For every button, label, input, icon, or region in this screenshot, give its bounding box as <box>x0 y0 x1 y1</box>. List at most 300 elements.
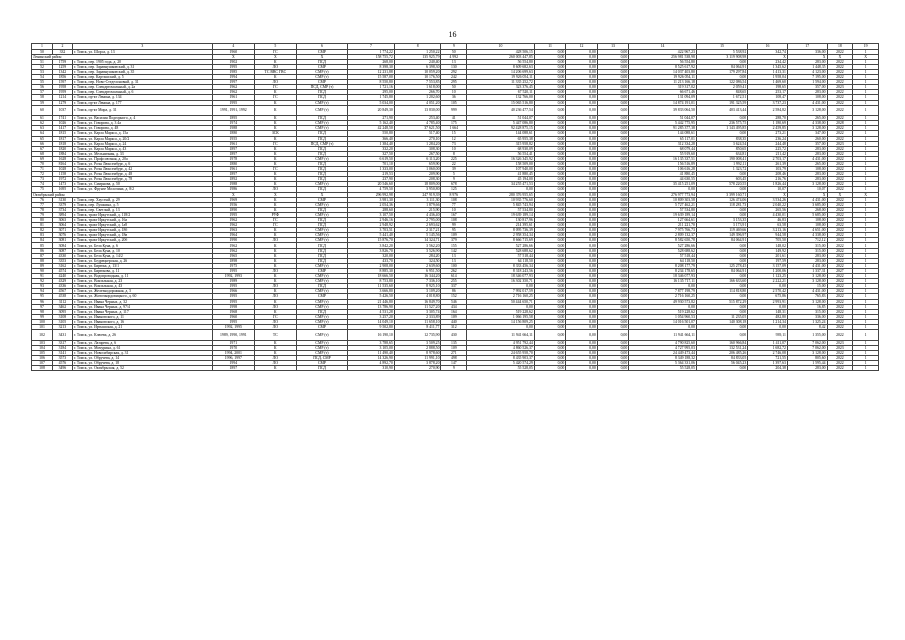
table-cell: 253,40 <box>394 116 441 121</box>
column-number: 3 <box>72 44 212 50</box>
table-cell: 0,00 <box>597 324 628 329</box>
table-cell: 1 <box>853 238 879 243</box>
table-cell: 603,45 <box>696 177 747 182</box>
column-number: 15 <box>696 44 747 50</box>
table-cell: 1 <box>853 202 879 207</box>
table-cell: 41 880,45 <box>629 172 697 177</box>
table-cell: 0,00 <box>696 116 747 121</box>
table-cell: 0,00 <box>696 75 747 80</box>
table-cell: СМР (т) <box>296 299 347 304</box>
table-cell: 1820 <box>53 146 73 151</box>
table-cell: К <box>254 258 296 263</box>
table-cell: 284,20 <box>394 253 441 258</box>
table-cell: 2022 <box>827 263 853 268</box>
table-cell: К <box>254 289 296 294</box>
table-cell: г. Томск, пер. Спецартомольный, д. 6 <box>72 90 212 95</box>
table-cell: 2022 <box>827 279 853 284</box>
table-cell: 108,00 <box>787 223 827 228</box>
table-cell: 1962 <box>212 85 254 90</box>
table-cell: 0,00 <box>597 366 628 371</box>
table-cell: 2023 <box>827 85 853 90</box>
subtotal-cell: 280 376 955,65 <box>467 192 535 197</box>
table-cell: г. Томск, пер. Лушкина, д. 5 <box>72 202 212 207</box>
table-cell: 1 <box>853 151 879 156</box>
table-cell: 152 <box>441 294 467 299</box>
table-cell: 5 420 574,29 <box>467 360 535 365</box>
table-cell: г. Томск, ул. Лазарева, д. 6 <box>72 340 212 345</box>
table-cell: 0,00 <box>566 161 597 166</box>
table-cell: 71 <box>32 167 53 172</box>
table-cell: г. Томск, ул. Карла Маркса, д. 20/2 <box>72 136 212 141</box>
table-cell: 319 317,02 <box>629 85 697 90</box>
table-cell: 2022 <box>827 228 853 233</box>
table-cell: 1892 <box>212 177 254 182</box>
table-cell: 3894 <box>53 212 73 217</box>
table-cell: 1 <box>853 330 879 341</box>
table-cell: 270,10 <box>394 136 441 141</box>
table-cell: 1995 <box>212 294 254 299</box>
table-cell: 268,00 <box>348 59 395 64</box>
table-cell: 0,00 <box>597 131 628 136</box>
table-cell: К <box>254 126 296 131</box>
table-cell: 3 128,00 <box>787 350 827 355</box>
subtotal-cell: 296 992,98 <box>348 192 395 197</box>
table-cell: 0,00 <box>566 299 597 304</box>
table-cell: 1417 <box>53 126 73 131</box>
table-cell: 0,00 <box>566 90 597 95</box>
table-cell: 1 <box>853 182 879 187</box>
table-cell: 46,83 <box>748 218 788 223</box>
table-cell: 1 <box>853 95 879 100</box>
table-cell: 3213 <box>53 324 73 329</box>
table-cell: 208,30 <box>394 177 441 182</box>
table-cell: 2022 <box>827 156 853 161</box>
table-cell: 2022 <box>827 90 853 95</box>
table-cell: 51 <box>32 59 53 64</box>
table-cell: 8 318 243,56 <box>467 268 535 273</box>
table-cell: К <box>254 309 296 314</box>
table-cell: 18 809,00 <box>394 182 441 187</box>
table-cell: 0,00 <box>597 85 628 90</box>
table-cell: 4 727 995,03 <box>629 345 697 350</box>
table-cell: 3496 <box>53 366 73 371</box>
table-cell: 66 <box>32 141 53 146</box>
table-cell: 10 176,50 <box>394 75 441 80</box>
table-cell: 0,00 <box>566 105 597 116</box>
table-cell: 1991, 1991, 1992 <box>212 105 254 116</box>
table-cell: 1962 <box>212 243 254 248</box>
table-cell: 2022 <box>827 202 853 207</box>
table-cell: 5 442 775,95 <box>629 121 697 126</box>
table-cell: 0,00 <box>597 136 628 141</box>
table-cell: 1966 <box>212 289 254 294</box>
table-cell: СМР (т) <box>296 289 347 294</box>
table-cell: 0,00 <box>534 151 565 156</box>
table-cell: 65 955,38 <box>467 136 535 141</box>
subtotal-cell: 260 003 447,85 <box>467 54 535 59</box>
table-cell: 8 978,60 <box>394 350 441 355</box>
table-cell: 2022 <box>827 131 853 136</box>
table-cell: К <box>254 345 296 350</box>
table-cell: 1 <box>853 146 879 151</box>
table-cell: 1 397,63 <box>748 360 788 365</box>
table-cell: 87 <box>32 253 53 258</box>
table-cell: 1890 <box>212 207 254 212</box>
table-cell: 1 <box>853 161 879 166</box>
table-cell: 92 <box>32 279 53 284</box>
table-cell: 45 194,00 <box>467 177 535 182</box>
table-cell: 1 <box>853 207 879 212</box>
table-cell: ТС <box>254 330 296 341</box>
table-cell: 2023 <box>827 345 853 350</box>
table-cell: 1961 <box>212 141 254 146</box>
table-cell: 216,76 <box>748 177 788 182</box>
table-cell: 50 <box>32 49 53 54</box>
table-cell: 1 060,00 <box>394 167 441 172</box>
table-cell: 144 088,61 <box>467 131 535 136</box>
table-cell: 701,10 <box>348 161 395 166</box>
table-cell: 2022 <box>827 294 853 299</box>
table-cell: 1 <box>853 85 879 90</box>
table-cell: 4 860 526,37 <box>467 345 535 350</box>
table-cell: СМР (т) <box>296 340 347 345</box>
table-cell: 214 395,61 <box>467 223 535 228</box>
subtotal-cell: 0,00 <box>566 54 597 59</box>
table-cell: 2022 <box>827 80 853 85</box>
table-cell: 0,00 <box>534 340 565 345</box>
table-cell: 8 666 715,69 <box>467 238 535 243</box>
table-cell: 1964 <box>212 233 254 238</box>
table-cell: ПСД <box>296 177 347 182</box>
table-cell: ПСД <box>296 172 347 177</box>
table-cell: г. Томск, ул. Бирюка, д. 13/1 <box>72 263 212 268</box>
table-cell: 6 113,20 <box>394 156 441 161</box>
table-cell: ЛО <box>254 355 296 360</box>
subtotal-cell: X <box>212 192 254 197</box>
table-cell: 288,70 <box>748 116 788 121</box>
table-cell: 0,00 <box>566 238 597 243</box>
table-cell: 1 <box>853 105 879 116</box>
table-cell: 64 118,50 <box>629 258 697 263</box>
table-cell: 1995 <box>212 284 254 289</box>
table-cell: 528 688,62 <box>467 248 535 253</box>
table-cell: 2 703,17 <box>748 156 788 161</box>
table-cell: 131 094,09 <box>629 95 697 100</box>
table-cell: 1 <box>853 80 879 85</box>
table-cell: 16 849,70 <box>394 299 441 304</box>
table-cell: ГС <box>254 218 296 223</box>
table-cell: 265,56 <box>748 207 788 212</box>
table-cell: 11 991,10 <box>394 355 441 360</box>
table-cell: 3 624,54 <box>696 141 747 146</box>
table-cell: 705,50 <box>748 238 788 243</box>
table-cell: 0,00 <box>597 105 628 116</box>
table-cell: 1972 <box>53 177 73 182</box>
district-name: Ленинский район <box>32 54 213 59</box>
table-cell: 50 <box>441 85 467 90</box>
table-cell: 0,00 <box>534 100 565 105</box>
table-cell: 6 398,30 <box>394 64 441 69</box>
table-cell: 1961 <box>212 95 254 100</box>
table-cell: 1959 <box>53 90 73 95</box>
table-cell: 0,00 <box>597 167 628 172</box>
table-cell: 3 109,20 <box>394 289 441 294</box>
table-cell: 482,80 <box>748 314 788 319</box>
table-cell: 3095 <box>53 309 73 314</box>
table-cell: 108,00 <box>787 95 827 100</box>
table-cell: 240,40 <box>394 59 441 64</box>
table-cell: 4329 <box>53 279 73 284</box>
table-cell: 712,12 <box>787 238 827 243</box>
table-cell: 1 <box>853 69 879 74</box>
table-cell: К <box>254 172 296 177</box>
table-cell: 283,00 <box>787 90 827 95</box>
table-cell: 11 335 252,72 <box>467 80 535 85</box>
table-cell: 1994 <box>212 75 254 80</box>
table-cell: ПСД <box>296 90 347 95</box>
table-cell: СМР (т) <box>296 156 347 161</box>
table-cell: К <box>254 197 296 202</box>
table-cell: 0,00 <box>566 85 597 90</box>
table-cell: 94 <box>32 289 53 294</box>
table-cell: 283,00 <box>787 59 827 64</box>
table-cell: 3 737,23 <box>748 100 788 105</box>
table-cell: 242 <box>441 75 467 80</box>
table-cell: 1969 <box>212 197 254 202</box>
table-cell: 1 <box>853 126 879 131</box>
table-cell: 1965 <box>212 253 254 258</box>
table-cell: 57 <box>32 90 53 95</box>
table-cell: 1 <box>853 156 879 161</box>
table-cell: 2022 <box>827 136 853 141</box>
table-cell: 0,00 <box>696 131 747 136</box>
table-cell: СМР (т) <box>296 233 347 238</box>
table-cell: 107 <box>32 360 53 365</box>
table-cell: СМР (т) <box>296 75 347 80</box>
table-cell: 292 <box>441 69 467 74</box>
table-cell: 103,79 <box>748 167 788 172</box>
table-cell: 5 685,00 <box>787 212 827 217</box>
table-cell: 0,00 <box>566 49 597 54</box>
table-cell: ПСД <box>296 243 347 248</box>
table-cell: 12 <box>441 136 467 141</box>
table-cell: 105 <box>441 100 467 105</box>
table-cell: 283,00 <box>787 253 827 258</box>
table-cell: 337 <box>441 284 467 289</box>
table-cell: 99 <box>32 314 53 319</box>
table-cell: 2022 <box>827 105 853 116</box>
table-cell: 2022 <box>827 75 853 80</box>
table-cell: К <box>254 228 296 233</box>
table-cell: 0,00 <box>597 350 628 355</box>
table-cell: 1 <box>853 116 879 121</box>
table-cell: 0,00 <box>748 324 788 329</box>
table-cell: 13 <box>441 258 467 263</box>
table-cell: 36 <box>441 95 467 100</box>
table-cell: г. Томск, пер. Заравнушковский, д. 35 <box>72 69 212 74</box>
table-cell: СМР (т) <box>296 330 347 341</box>
table-cell: 100 <box>32 319 53 324</box>
table-cell: 84 <box>32 238 53 243</box>
table-cell: 1 448,35 <box>787 64 827 69</box>
table-cell: 1960 <box>212 49 254 54</box>
table-cell: 428 506,15 <box>467 49 535 54</box>
table-cell: 0,00 <box>597 75 628 80</box>
table-cell: 327,50 <box>348 151 395 156</box>
table-cell: 0,00 <box>566 360 597 365</box>
table-cell: 0,00 <box>467 284 535 289</box>
table-cell: 5 162,40 <box>348 121 395 126</box>
table-cell: 0,00 <box>566 69 597 74</box>
table-cell: 5 845 743,94 <box>467 202 535 207</box>
table-cell: 0,00 <box>597 126 628 131</box>
table-cell: 2023 <box>827 141 853 146</box>
table-cell: 3063 <box>53 218 73 223</box>
table-cell: 434 <box>441 304 467 309</box>
table-cell: 2 908,00 <box>348 263 395 268</box>
table-cell: СМР (т) <box>296 345 347 350</box>
table-cell: 0,00 <box>597 253 628 258</box>
table-cell: 0,00 <box>566 268 597 273</box>
table-cell: 15,00 <box>787 284 827 289</box>
table-cell: 11 535,60 <box>348 284 395 289</box>
table-cell: г. Томск, ул. Розы Люксембург, д. 48 <box>72 172 212 177</box>
table-cell: 55 <box>32 80 53 85</box>
table-cell: 5 145,56 <box>394 233 441 238</box>
table-cell: 2022 <box>827 309 853 314</box>
table-cell: 0,00 <box>534 319 565 324</box>
column-number: 5 <box>254 44 296 50</box>
table-cell: 89 <box>32 263 53 268</box>
table-cell: 1 250,22 <box>394 49 441 54</box>
table-cell: К <box>254 182 296 187</box>
table-cell: 1158 <box>53 172 73 177</box>
table-cell: 0,00 <box>566 80 597 85</box>
table-cell: 1962 <box>212 218 254 223</box>
subtotal-cell: 0,00 <box>597 192 628 197</box>
table-cell: 270,90 <box>394 366 441 371</box>
table-cell: 13 830,00 <box>394 105 441 116</box>
table-cell: 0,00 <box>566 121 597 126</box>
table-cell: К <box>254 274 296 279</box>
table-cell: 1 <box>853 314 879 319</box>
table-cell: 1955 <box>212 136 254 141</box>
table-cell: 11 527,20 <box>394 304 441 309</box>
table-cell: 379 <box>441 238 467 243</box>
table-cell: 253,17 <box>748 90 788 95</box>
table-cell: СМР <box>296 49 347 54</box>
table-cell: 0,00 <box>597 182 628 187</box>
table-cell: 527 286,66 <box>467 243 535 248</box>
table-cell: 56 554,80 <box>467 59 535 64</box>
table-cell: 838,35 <box>696 136 747 141</box>
table-cell: 103 <box>32 340 53 345</box>
table-cell: 2022 <box>827 223 853 228</box>
table-cell: 49 930 573,82 <box>629 299 697 304</box>
table-cell: 3 703,51 <box>348 228 395 233</box>
table-cell: 0,00 <box>534 238 565 243</box>
table-cell: ПСД <box>296 309 347 314</box>
table-cell: 1994, 2001 <box>212 350 254 355</box>
table-cell: 0,00 <box>696 172 747 177</box>
table-cell: 135 <box>441 340 467 345</box>
table-cell: 80 <box>32 218 53 223</box>
table-cell: 0,00 <box>534 182 565 187</box>
table-cell: 19 926 054,11 <box>467 75 535 80</box>
table-cell: 8164 <box>53 161 73 166</box>
table-cell: ПСД <box>296 366 347 371</box>
table-cell: 0,00 <box>534 121 565 126</box>
table-cell: 106 <box>32 355 53 360</box>
table-cell: 1 <box>853 218 879 223</box>
table-cell: 366,40 <box>348 136 395 141</box>
table-cell: 0,00 <box>467 304 535 309</box>
table-cell: 64 118,50 <box>467 258 535 263</box>
subtotal-cell: X <box>748 192 788 197</box>
table-cell: К <box>254 202 296 207</box>
table-cell: г. Томск, ул. Мичурина, д. 61 <box>72 345 212 350</box>
table-cell: ПСД <box>296 161 347 166</box>
table-cell: ПСД <box>296 146 347 151</box>
table-cell: 0,00 <box>534 95 565 100</box>
table-cell: 1956 <box>212 202 254 207</box>
table-cell: 1 <box>853 340 879 345</box>
table-cell: г. Томск, тракт Иркутский, д. 118/2 <box>72 212 212 217</box>
table-cell: К <box>254 90 296 95</box>
table-cell: К <box>254 279 296 284</box>
table-cell: 0,00 <box>696 243 747 248</box>
table-cell: 255 <box>441 279 467 284</box>
table-cell: 1473 <box>53 182 73 187</box>
table-cell: 0,00 <box>566 126 597 131</box>
table-cell: 14 156 809,25 <box>467 319 535 324</box>
table-cell: 1897 <box>212 151 254 156</box>
table-cell: 2 059,41 <box>696 85 747 90</box>
table-cell: К <box>254 59 296 64</box>
table-cell: 65 <box>32 136 53 141</box>
table-cell: 1995 <box>212 100 254 105</box>
table-cell: 0,00 <box>597 233 628 238</box>
table-cell: ГС <box>254 85 296 90</box>
table-cell: 0,00 <box>534 350 565 355</box>
table-cell: 357,00 <box>787 141 827 146</box>
table-cell: 1995 <box>212 299 254 304</box>
table-cell: 1 <box>853 141 879 146</box>
table-cell: 2022 <box>827 116 853 121</box>
table-cell: ПСД <box>296 116 347 121</box>
table-cell: 2022 <box>827 324 853 329</box>
table-cell: г. Томск, ул. Ивановского, д. 11 <box>72 314 212 319</box>
table-cell: 10 809 303,58 <box>629 197 697 202</box>
table-cell: 22 <box>441 161 467 166</box>
table-cell: 7 195,00 <box>787 75 827 80</box>
table-cell: 0,00 <box>748 304 788 309</box>
table-cell: 0,00 <box>566 207 597 212</box>
table-cell: 95 <box>441 228 467 233</box>
table-cell: 1 325,24 <box>787 319 827 324</box>
table-cell: 211,42 <box>748 151 788 156</box>
table-cell: 2022 <box>827 172 853 177</box>
table-cell: 3573 <box>53 355 73 360</box>
table-cell: 0,00 <box>748 284 788 289</box>
table-cell: г. Томск, тракт Иркутский, д. 20б <box>72 238 212 243</box>
table-cell: 164 <box>441 309 467 314</box>
table-cell: 0,00 <box>566 141 597 146</box>
table-cell: 4538 <box>53 294 73 299</box>
table-cell: 179 297,84 <box>696 69 747 74</box>
table-cell: 149,92 <box>748 248 788 253</box>
table-cell: 4 785,40 <box>394 121 441 126</box>
